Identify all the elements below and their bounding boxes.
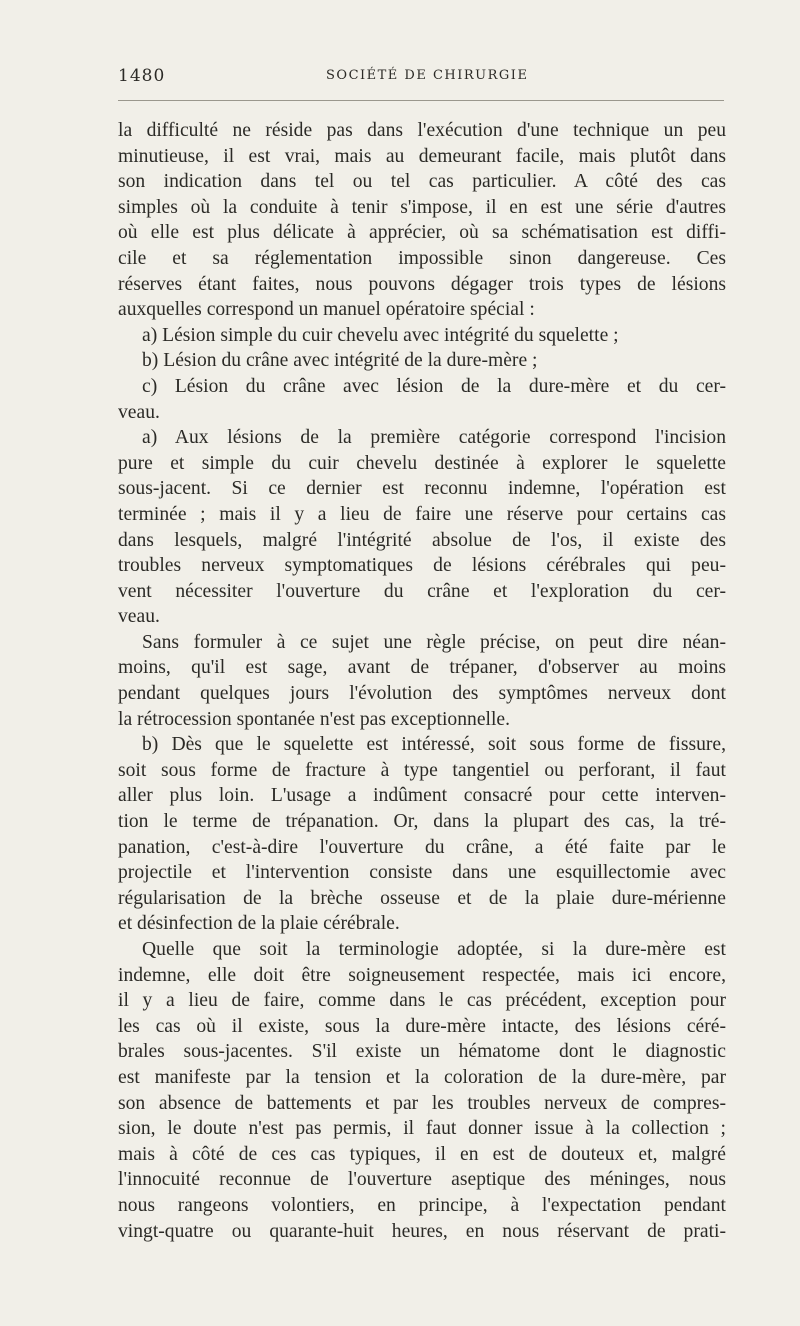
text-line: troubles nerveux symptomatiques de lésions cérébrales qui peu-	[118, 555, 726, 577]
text-line: veau.	[118, 401, 160, 423]
text-line: b) Dès que le squelette est intéressé, soit sous forme de fissure,	[142, 734, 726, 756]
text-line: terminée ; mais il y a lieu de faire une réserve pour certains cas	[118, 503, 726, 525]
text-line: Quelle que soit la terminologie adoptée, si la dure-mère est	[142, 939, 726, 960]
text-line: auxquelles correspond un manuel opératoire spécial :	[118, 299, 535, 321]
text-line: c) Lésion du crâne avec lésion de la dure-mère et du cer-	[142, 375, 726, 397]
text-line: sous-jacent. Si ce dernier est reconnu indemne, l'opération est	[118, 478, 726, 500]
text-line: cile et sa réglementation impossible sinon dangereuse. Ces	[118, 247, 726, 269]
text-line: veau.	[118, 606, 160, 628]
text-line: b) Lésion du crâne avec intégrité de la dure-mère ;	[142, 350, 538, 372]
text-line: son indication dans tel ou tel cas particulier. A côté des cas	[118, 171, 726, 193]
text-line: la difficulté ne réside pas dans l'exécution d'une technique un peu	[118, 120, 726, 141]
page-number: 1480	[118, 66, 166, 86]
text-line: et désinfection de la plaie cérébrale.	[118, 913, 400, 935]
text-line: où elle est plus délicate à apprécier, où sa schématisation est diffi-	[118, 222, 726, 244]
text-line: brales sous-jacentes. S'il existe un hématome dont le diagnostic	[118, 1041, 726, 1063]
body-text	[118, 118, 726, 1244]
text-line: est manifeste par la tension et la coloration de la dure-mère, par	[118, 1066, 726, 1088]
text-line: a) Lésion simple du cuir chevelu avec intégrité du squelette ;	[142, 324, 619, 346]
text-line: sion, le doute n'est pas permis, il faut donner issue à la collection ;	[118, 1118, 726, 1140]
text-line: réserves étant faites, nous pouvons dégager trois types de lésions	[118, 273, 726, 295]
text-line: Sans formuler à ce sujet une règle précise, on peut dire néan-	[142, 631, 726, 653]
text-line: mais à côté de ces cas typiques, il en est de douteux et, malgré	[118, 1143, 726, 1165]
text-line: minutieuse, il est vrai, mais au demeurant facile, mais plutôt dans	[118, 145, 726, 167]
text-line: nous rangeons volontiers, en principe, à l'expectation pendant	[118, 1194, 726, 1216]
text-line: l'innocuité reconnue de l'ouverture aseptique des méninges, nous	[118, 1169, 726, 1191]
text-line: simples où la conduite à tenir s'impose, il en est une série d'autres	[118, 196, 726, 218]
text-line: dans lesquels, malgré l'intégrité absolue de l'os, il existe des	[118, 529, 726, 551]
text-line: soit sous forme de fracture à type tangentiel ou perforant, il faut	[118, 759, 726, 781]
text-line: régularisation de la brèche osseuse et de la plaie dure-mérienne	[118, 887, 726, 909]
text-line: indemne, elle doit être soigneusement respectée, mais ici encore,	[118, 964, 726, 986]
running-title: SOCIÉTÉ DE CHIRURGIE	[326, 68, 529, 83]
text-line: tion le terme de trépanation. Or, dans la plupart des cas, la tré-	[118, 811, 726, 833]
text-line: vingt-quatre ou quarante-huit heures, en nous réservant de prati-	[118, 1220, 726, 1242]
text-line: pure et simple du cuir chevelu destinée à explorer le squelette	[118, 452, 726, 474]
text-line: aller plus loin. L'usage a indûment consacré pour cette interven-	[118, 785, 726, 807]
header-rule	[118, 100, 724, 101]
text-line: moins, qu'il est sage, avant de trépaner, d'observer au moins	[118, 657, 726, 679]
text-line: vent nécessiter l'ouverture du crâne et l'exploration du cer-	[118, 580, 726, 602]
text-line: panation, c'est-à-dire l'ouverture du crâne, a été faite par le	[118, 836, 726, 858]
text-line: projectile et l'intervention consiste dans une esquillectomie avec	[118, 862, 726, 884]
text-line: les cas où il existe, sous la dure-mère intacte, des lésions céré-	[118, 1015, 726, 1037]
text-line: son absence de battements et par les troubles nerveux de compres-	[118, 1092, 726, 1114]
text-line: la rétrocession spontanée n'est pas exceptionnelle.	[118, 708, 510, 730]
text-line: pendant quelques jours l'évolution des symptômes nerveux dont	[118, 683, 726, 705]
text-line: a) Aux lésions de la première catégorie correspond l'incision	[142, 427, 726, 449]
text-line: il y a lieu de faire, comme dans le cas précédent, exception pour	[118, 990, 726, 1012]
